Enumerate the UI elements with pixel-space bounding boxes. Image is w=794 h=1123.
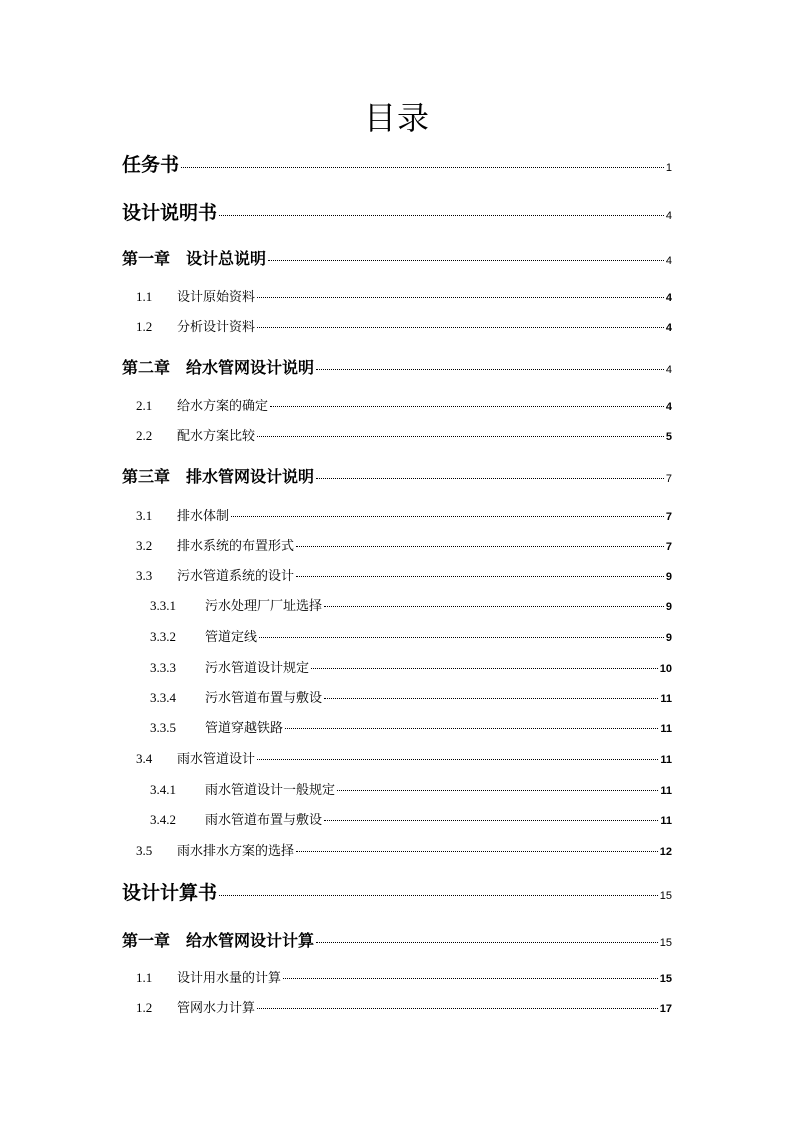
toc-leader xyxy=(324,820,658,821)
toc-leader xyxy=(296,576,664,577)
toc-leader xyxy=(181,167,664,168)
toc-leader xyxy=(316,942,658,943)
toc-entry[interactable] xyxy=(136,425,672,444)
toc-subsection-number: 3.4.1 xyxy=(150,782,176,797)
toc-page-number: 4 xyxy=(665,292,672,304)
toc-page-number: 1 xyxy=(665,162,672,174)
toc-entry-title: 排水体制 xyxy=(177,509,230,524)
toc-leader xyxy=(311,668,658,669)
toc-page-number: 15 xyxy=(659,937,672,949)
toc-leader xyxy=(316,478,664,479)
toc-entry-title: 管道穿越铁路 xyxy=(205,721,284,736)
toc-section-number: 3.4 xyxy=(136,751,153,766)
toc-section-number: 1.2 xyxy=(136,1000,153,1015)
toc-entry[interactable] xyxy=(122,464,672,487)
toc-page-number: 4 xyxy=(665,210,672,222)
toc-entry[interactable] xyxy=(150,626,672,645)
toc-section-number: 2.1 xyxy=(136,398,153,413)
toc-entry-title: 任务书 xyxy=(122,154,180,176)
toc-section-number: 1.2 xyxy=(136,319,153,334)
toc-entry[interactable] xyxy=(136,505,672,524)
toc-page-number: 17 xyxy=(659,1003,672,1015)
toc-entry-title: 污水管道布置与敷设 xyxy=(205,691,323,706)
toc-chapter-number: 第三章 xyxy=(122,469,171,486)
toc-page-number: 15 xyxy=(659,973,672,985)
toc-leader xyxy=(231,516,664,517)
toc-entry-title: 排水系统的布置形式 xyxy=(177,539,295,554)
toc-entry-title: 给水管网设计说明 xyxy=(186,358,315,377)
toc-leader xyxy=(316,369,664,370)
toc-chapter-number: 第一章 xyxy=(122,251,171,268)
toc-entry-title: 给水管网设计计算 xyxy=(186,931,315,950)
toc-entry[interactable] xyxy=(136,565,672,584)
toc-section-number: 1.1 xyxy=(136,970,153,985)
toc-section-number: 1.1 xyxy=(136,289,153,304)
toc-page-number: 5 xyxy=(665,431,672,443)
toc-page-number: 4 xyxy=(665,322,672,334)
toc-page-number: 11 xyxy=(660,754,672,766)
toc-entry[interactable] xyxy=(136,840,672,859)
toc-entry[interactable] xyxy=(150,657,672,676)
toc-leader xyxy=(270,406,664,407)
toc-leader xyxy=(296,546,664,547)
toc-subsection-number: 3.3.3 xyxy=(150,660,176,675)
toc-section-number: 3.5 xyxy=(136,843,153,858)
toc-entry[interactable] xyxy=(136,286,672,305)
toc-section-number: 3.1 xyxy=(136,508,153,523)
toc-leader xyxy=(285,728,658,729)
toc-entry-title: 管道定线 xyxy=(205,630,258,645)
toc-page-number: 12 xyxy=(659,846,672,858)
toc-entry[interactable] xyxy=(122,246,672,269)
toc-page-number: 7 xyxy=(665,511,672,523)
toc-entry-title: 污水处理厂厂址选择 xyxy=(205,599,323,614)
toc-subsection-number: 3.3.4 xyxy=(150,690,176,705)
toc-page-number: 4 xyxy=(665,401,672,413)
toc-entry-title: 雨水管道布置与敷设 xyxy=(205,813,323,828)
toc-leader xyxy=(257,1008,658,1009)
toc-subsection-number: 3.3.2 xyxy=(150,629,176,644)
toc-page-number: 4 xyxy=(665,255,672,267)
toc-entry[interactable] xyxy=(150,687,672,706)
toc-entry[interactable] xyxy=(136,748,672,767)
toc-page-number: 15 xyxy=(659,890,672,902)
toc-subsection-number: 3.3.1 xyxy=(150,598,176,613)
toc-section-number: 3.3 xyxy=(136,568,153,583)
toc-entry-title: 设计原始资料 xyxy=(177,290,256,305)
toc-section-number: 2.2 xyxy=(136,428,153,443)
toc-leader xyxy=(257,327,664,328)
toc-subsection-number: 3.3.5 xyxy=(150,720,176,735)
toc-entry[interactable] xyxy=(122,878,672,905)
toc-page-number: 11 xyxy=(660,785,672,797)
toc-leader xyxy=(259,637,664,638)
toc-entry-title: 设计用水量的计算 xyxy=(177,971,282,986)
toc-leader xyxy=(324,698,658,699)
toc-entry[interactable] xyxy=(136,997,672,1016)
toc-leader xyxy=(324,606,664,607)
toc-page-number: 9 xyxy=(665,601,672,613)
toc-leader xyxy=(337,790,658,791)
toc-entry-title: 设计计算书 xyxy=(122,882,218,904)
toc-entry[interactable] xyxy=(122,198,672,225)
toc-entry-title: 配水方案比较 xyxy=(177,429,256,444)
toc-page-number: 9 xyxy=(665,571,672,583)
toc-chapter-number: 第二章 xyxy=(122,360,171,377)
toc-leader xyxy=(219,895,658,896)
toc-page-number: 4 xyxy=(665,364,672,376)
toc-leader xyxy=(219,215,664,216)
toc-entry[interactable] xyxy=(150,809,672,828)
toc-entry[interactable] xyxy=(136,967,672,986)
toc-entry-title: 设计说明书 xyxy=(122,202,218,224)
page-title: 目录 xyxy=(363,99,430,137)
toc-page-number: 11 xyxy=(660,815,672,827)
toc-page-number: 7 xyxy=(665,541,672,553)
toc-entry[interactable] xyxy=(122,355,672,378)
toc-entry[interactable] xyxy=(122,928,672,951)
toc-leader xyxy=(257,436,664,437)
toc-section-number: 3.2 xyxy=(136,538,153,553)
toc-entry-title: 雨水管道设计一般规定 xyxy=(205,783,336,798)
toc-entry-title: 污水管道设计规定 xyxy=(205,661,310,676)
toc-leader xyxy=(283,978,658,979)
toc-entry[interactable] xyxy=(122,150,672,177)
toc-leader xyxy=(257,297,664,298)
toc-entry-title: 排水管网设计说明 xyxy=(186,467,315,486)
toc-leader xyxy=(296,851,658,852)
toc-page-number: 11 xyxy=(660,723,672,735)
toc-page-number: 11 xyxy=(660,693,672,705)
toc-entry-title: 雨水管道设计 xyxy=(177,752,256,767)
toc-leader xyxy=(268,260,664,261)
toc-subsection-number: 3.4.2 xyxy=(150,812,176,827)
toc-entry-title: 管网水力计算 xyxy=(177,1001,256,1016)
toc-entry[interactable] xyxy=(150,779,672,798)
toc-entry-title: 污水管道系统的设计 xyxy=(177,569,295,584)
toc-page-number: 7 xyxy=(665,473,672,485)
toc-entry-title: 雨水排水方案的选择 xyxy=(177,844,295,859)
toc-entry-title: 分析设计资料 xyxy=(177,320,256,335)
toc-chapter-number: 第一章 xyxy=(122,933,171,950)
toc-entry[interactable] xyxy=(136,316,672,335)
toc-page-number: 10 xyxy=(659,663,672,675)
toc-page-number: 9 xyxy=(665,632,672,644)
toc-entry[interactable] xyxy=(150,595,672,614)
toc-entry-title: 设计总说明 xyxy=(186,249,267,268)
toc-entry-title: 给水方案的确定 xyxy=(177,399,269,414)
toc-leader xyxy=(257,759,658,760)
toc-entry[interactable] xyxy=(136,395,672,414)
toc-entry[interactable] xyxy=(150,717,672,736)
toc-entry[interactable] xyxy=(136,535,672,554)
